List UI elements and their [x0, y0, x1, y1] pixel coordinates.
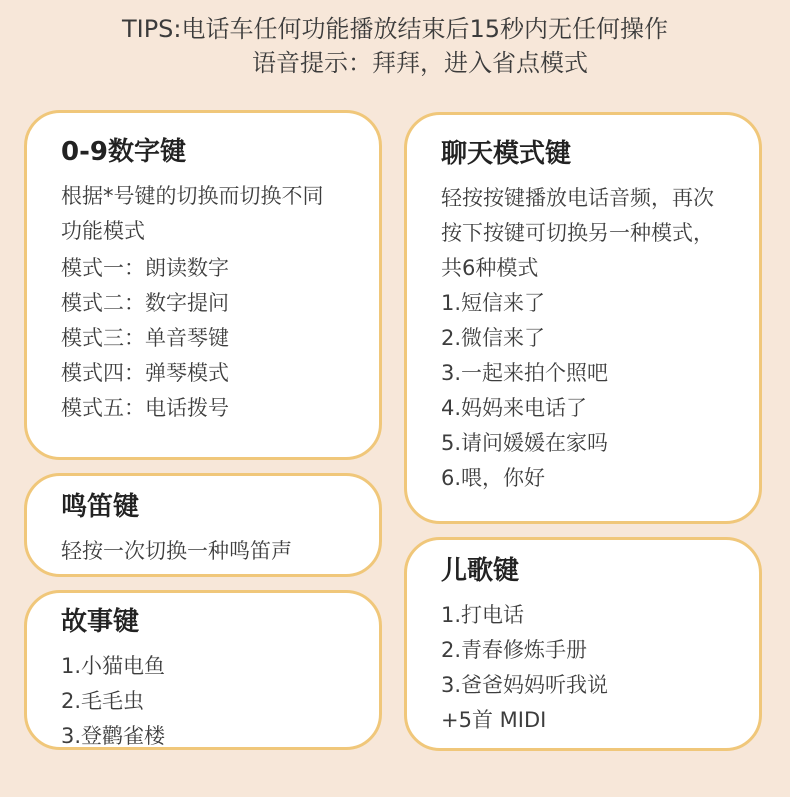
whistle-key-title: 鸣笛键 [61, 492, 140, 522]
digit-keys-card [24, 110, 382, 460]
list-item: 1.短信来了 [441, 291, 546, 315]
chat-mode-desc-line-2: 按下按键可切换另一种模式， [441, 221, 714, 245]
tips-line-2: 语音提示：拜拜，进入省点模式 [252, 49, 588, 77]
list-item: +5首 MIDI [441, 708, 547, 732]
chat-mode-desc-line-1: 轻按按键播放电话音频，再次 [441, 186, 714, 210]
list-item: 2.青春修炼手册 [441, 638, 588, 662]
list-item: 2.微信来了 [441, 326, 546, 350]
story-key-title: 故事键 [61, 607, 140, 637]
list-item: 3.登鹳雀楼 [61, 724, 166, 748]
chat-mode-card [404, 112, 762, 524]
list-item: 1.打电话 [441, 603, 525, 627]
whistle-key-card [24, 473, 382, 577]
list-item: 3.一起来拍个照吧 [441, 361, 609, 385]
story-key-card [24, 590, 382, 750]
list-item: 模式五：电话拨号 [61, 396, 229, 420]
list-item: 4.妈妈来电话了 [441, 396, 588, 420]
digit-mode-list [61, 251, 355, 426]
list-item: 模式四：弹琴模式 [61, 361, 229, 385]
chat-mode-list [441, 286, 735, 496]
digit-keys-title: 0-9数字键 [61, 137, 186, 167]
chat-mode-title: 聊天模式键 [441, 139, 572, 169]
list-item: 2.毛毛虫 [61, 689, 145, 713]
tips-line-1: TIPS:电话车任何功能播放结束后15秒内无任何操作 [121, 15, 669, 43]
story-list [61, 649, 355, 754]
digit-keys-desc-line-1: 根据*号键的切换而切换不同 [61, 184, 324, 208]
list-item: 5.请问媛媛在家吗 [441, 431, 609, 455]
tips-banner [0, 12, 790, 80]
list-item: 模式三：单音琴键 [61, 326, 229, 350]
list-item: 模式一：朗读数字 [61, 256, 229, 280]
chat-mode-desc-line-3: 共6种模式 [441, 256, 539, 280]
list-item: 1.小猫电鱼 [61, 654, 166, 678]
list-item: 模式二：数字提问 [61, 291, 229, 315]
song-key-title: 儿歌键 [441, 556, 520, 586]
list-item: 3.爸爸妈妈听我说 [441, 673, 609, 697]
song-key-card [404, 537, 762, 751]
whistle-key-desc: 轻按一次切换一种鸣笛声 [61, 539, 292, 563]
list-item: 6.喂，你好 [441, 466, 546, 490]
digit-keys-desc-line-2: 功能模式 [61, 219, 145, 243]
song-list [441, 598, 735, 738]
